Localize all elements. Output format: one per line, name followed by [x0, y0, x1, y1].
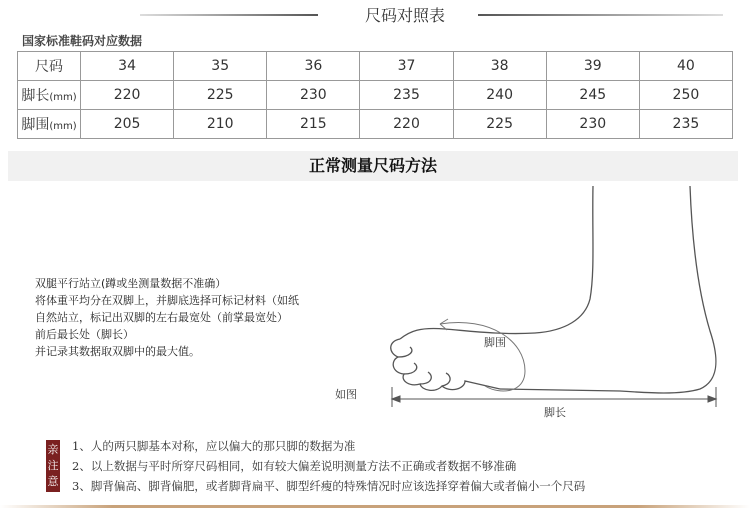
table-cell: 39 [546, 52, 639, 81]
section-title: 正常测量尺码方法 [308, 156, 437, 175]
table-cell: 34 [81, 52, 174, 81]
table-cell: 35 [174, 52, 267, 81]
table-cell: 225 [174, 81, 267, 110]
notice-badge-char: 注 [47, 459, 59, 472]
note-item: 1、人的两只脚基本对称，应以偏大的那只脚的数据为准 [72, 439, 356, 453]
title-divider-left [140, 14, 318, 16]
table-row [18, 110, 733, 139]
example-label: 如图 [335, 388, 357, 401]
notice-badge [46, 440, 60, 492]
row-header-label: 脚围 [21, 117, 50, 133]
table-cell: 230 [546, 110, 639, 139]
note-item: 2、以上数据与平时所穿尺码相同，如有较大偏差说明测量方法不正确或者数据不够准确 [72, 459, 517, 473]
table-cell: 235 [360, 81, 453, 110]
instruction-line: 前后最长处（脚长） [35, 328, 134, 341]
note-item: 3、脚背偏高、脚背偏肥，或者脚背扁平、脚型纤瘦的特殊情况时应该选择穿着偏大或者偏小一个尺码 [72, 479, 586, 493]
instruction-line: 将体重平均分在双脚上，并脚底选择可标记材料（如纸 [35, 294, 299, 307]
table-cell: 215 [267, 110, 360, 139]
table-cell: 210 [174, 110, 267, 139]
row-header-unit: (mm) [49, 92, 77, 103]
table-cell: 220 [360, 110, 453, 139]
table-cell: 225 [453, 110, 546, 139]
table-row [18, 81, 733, 110]
table-cell: 38 [453, 52, 546, 81]
table-cell: 36 [267, 52, 360, 81]
row-header-label: 尺码 [35, 59, 63, 75]
title-divider-right [478, 14, 723, 16]
page-title: 尺码对照表 [364, 6, 445, 25]
row-header [18, 81, 81, 110]
row-header-unit: (mm) [49, 121, 77, 132]
table-cell: 240 [453, 81, 546, 110]
instruction-line: 自然站立，标记出双脚的左右最宽处（前掌最宽处） [35, 311, 288, 324]
row-header-label: 脚长 [21, 88, 50, 104]
table-cell: 37 [360, 52, 453, 81]
instructions [35, 275, 299, 360]
section-banner [8, 151, 738, 181]
notice-badge-char: 意 [47, 475, 59, 488]
length-label: 脚长 [544, 406, 566, 419]
foot-illustration [300, 181, 740, 421]
row-header [18, 52, 81, 81]
table-cell: 205 [81, 110, 174, 139]
girth-label: 脚围 [484, 336, 506, 349]
table-cell: 40 [639, 52, 732, 81]
table-subtitle: 国家标准鞋码对应数据 [22, 34, 143, 48]
row-header [18, 110, 81, 139]
table-row [18, 52, 733, 81]
notice-badge-char: 亲 [47, 443, 59, 456]
table-cell: 245 [546, 81, 639, 110]
size-chart-table [17, 51, 733, 139]
table-cell: 235 [639, 110, 732, 139]
title-bar [0, 0, 750, 30]
instruction-line: 双腿平行站立(蹲或坐测量数据不准确） [35, 277, 227, 290]
notes-list [72, 436, 585, 496]
instruction-line: 并记录其数据取双脚中的最大值。 [35, 345, 200, 358]
table-cell: 250 [639, 81, 732, 110]
table-cell: 220 [81, 81, 174, 110]
bottom-divider [0, 505, 750, 508]
table-cell: 230 [267, 81, 360, 110]
